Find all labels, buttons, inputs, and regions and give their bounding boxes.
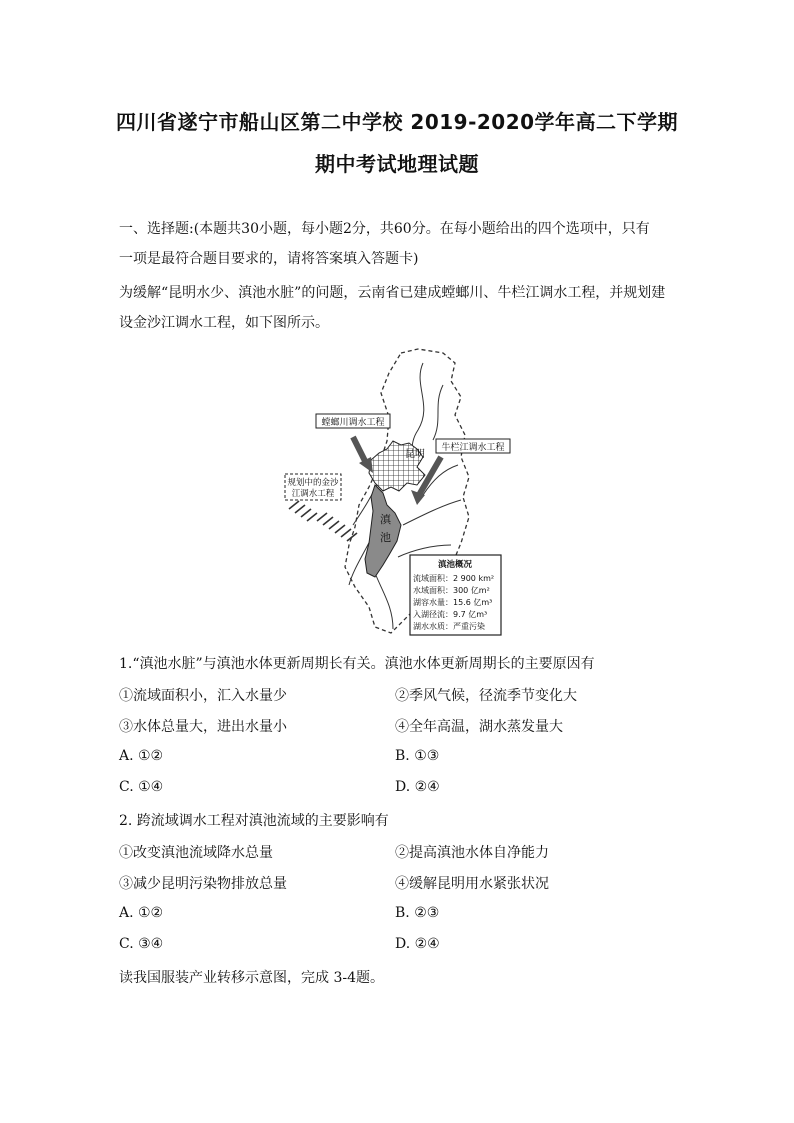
- q2-stem: 2. 跨流域调水工程对滇池流域的主要影响有: [119, 813, 389, 829]
- label-jinsha-1: 规划中的金沙: [287, 478, 339, 488]
- info-row: 水域面积：300 亿m²: [413, 586, 490, 595]
- q1-choice-a[interactable]: A. ①②: [119, 748, 164, 764]
- q2-option-2: ②提高滇池水体自净能力: [395, 845, 549, 861]
- q1-choice-d[interactable]: D. ②④: [395, 779, 440, 795]
- q1-choice-b[interactable]: B. ①③: [395, 748, 440, 764]
- q1-choice-c[interactable]: C. ①④: [119, 779, 164, 795]
- q1-option-3: ③水体总量大，进出水量小: [119, 719, 287, 735]
- label-niulan: 牛栏江调水工程: [441, 443, 505, 453]
- q2-choice-c[interactable]: C. ③④: [119, 936, 164, 952]
- info-title: 滇池概况: [437, 560, 473, 570]
- label-dian-2: 池: [380, 531, 391, 544]
- q1-option-4: ④全年高温，湖水蒸发量大: [395, 719, 563, 735]
- section-heading-line2: 一项是最符合题目要求的，请将答案填入答题卡): [119, 251, 419, 267]
- label-kunming: 昆明: [405, 449, 425, 460]
- q2-option-4: ④缓解昆明用水紧张状况: [395, 876, 549, 892]
- dianchi-map-figure: [283, 345, 513, 640]
- page-title-line2: 期中考试地理试题: [315, 152, 479, 176]
- label-tanglang: 螳螂川调水工程: [321, 418, 385, 428]
- page-title-line1: 四川省遂宁市船山区第二中学校 2019-2020学年高二下学期: [115, 110, 679, 134]
- q2-option-3: ③减少昆明污染物排放总量: [119, 876, 287, 892]
- intro-line2: 设金沙江调水工程，如下图所示。: [119, 315, 329, 331]
- q1-option-1: ①流域面积小，汇入水量少: [119, 688, 287, 704]
- info-row: 入湖径流：9.7 亿m³: [413, 610, 488, 619]
- info-row: 湖容水量：15.6 亿m³: [413, 598, 493, 607]
- intro-line1: 为缓解“昆明水少、滇池水脏”的问题，云南省已建成螳螂川、牛栏江调水工程，并规划建: [119, 285, 666, 301]
- q1-stem: 1.“滇池水脏”与滇池水体更新周期长有关。滇池水体更新周期长的主要原因有: [119, 656, 595, 672]
- info-row: 湖水水质：严重污染: [413, 622, 485, 631]
- jinsha-hatch: [289, 501, 357, 541]
- footer-text: 读我国服装产业转移示意图，完成 3-4题。: [119, 970, 384, 986]
- section-heading-line1: 一、选择题:(本题共30小题，每小题2分，共60分。在每小题给出的四个选项中，只有: [119, 221, 650, 237]
- label-jinsha-2: 江调水工程: [291, 489, 335, 499]
- q2-choice-a[interactable]: A. ①②: [119, 905, 164, 921]
- info-row: 流域面积：2 900 km²: [413, 574, 495, 583]
- label-dian-1: 滇: [380, 513, 391, 526]
- q1-option-2: ②季风气候，径流季节变化大: [395, 688, 577, 704]
- q2-option-1: ①改变滇池流域降水总量: [119, 845, 273, 861]
- q2-choice-b[interactable]: B. ②③: [395, 905, 440, 921]
- q2-choice-d[interactable]: D. ②④: [395, 936, 440, 952]
